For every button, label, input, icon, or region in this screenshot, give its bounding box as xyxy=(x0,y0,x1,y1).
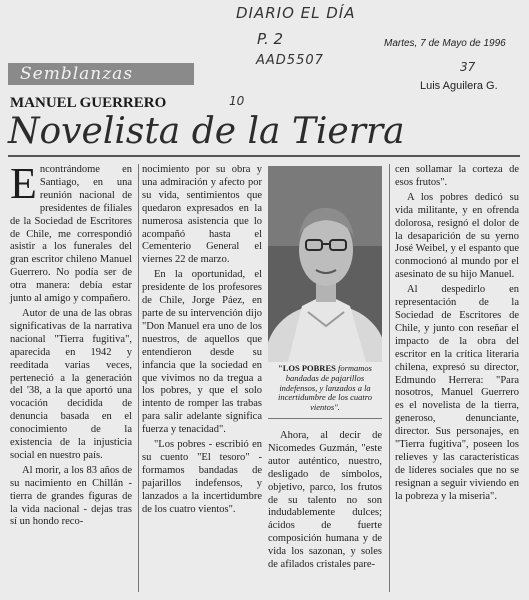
paragraph: En la oportunidad, el presidente de los profesores de Chile, Jorge Páez, en parte de su intervención dijo "Don Manuel era uno de los nuestros, de aquellos que entendieron desde su infancia que la sociedad en que vivimos no da tregua a los pobres, y que el solo intento de romper las trabas para salir adelante significa fuerza y tenacidad". xyxy=(142,269,262,436)
article-kicker: MANUEL GUERRERO xyxy=(10,95,167,111)
handwritten-mark-a: 37 xyxy=(460,60,476,74)
drop-cap: E xyxy=(10,159,37,208)
column-divider xyxy=(138,164,139,592)
handwritten-archive-code: AAD5507 xyxy=(256,53,324,68)
article-headline: Novelista de la Tierra xyxy=(8,111,405,152)
paragraph: A los pobres dedicó su vida militante, y en ofrenda dolorosa, resignó el dolor de la desaparición de su yerno José Weibel, y el espanto que conmocionó al mundo por el asesinato de su hijo Manuel. xyxy=(395,191,519,281)
paragraph: Autor de una de las obras significativas de la narrativa nacional "Tierra fugitiva", aparecida en 1942 y reeditada varias veces, perteneció a la generación del '38, a la que aportó una vocación decidida de denuncia basada en el conocimiento de la existencia de la injusticia social en nuestro país. xyxy=(10,307,132,461)
section-title: Semblanzas xyxy=(20,64,134,84)
paragraph: Al morir, a los 83 años de su nacimiento en Chillán - tierra de grandes figuras de la vida nacional - dejas tras sí un hondo reco- xyxy=(10,464,132,528)
article-column-2 xyxy=(142,164,262,518)
handwritten-page-note: P. 2 xyxy=(257,30,284,48)
caption-text: formamos bandadas de pajarillos indefensos, y lanzados a la incertidumbre de los cuatro vientos". xyxy=(277,363,373,413)
byline: Luis Aguilera G. xyxy=(420,80,498,92)
article-column-3 xyxy=(268,430,382,574)
handwritten-mark-b: 10 xyxy=(229,94,245,108)
paragraph: nocimiento por su obra y una admiración y afecto por su vida, sentimientos que quedaron expresados en la numerosa asistencia que lo acompañó hasta el Cementerio General el viernes 22 de marzo. xyxy=(142,164,262,266)
headline-rule xyxy=(8,155,520,157)
paragraph: "Los pobres - escribió en su cuento "El tesoro" - formamos bandadas de pajarillos indefensos, y lanzados a la incertidumbre de los cuatro vientos". xyxy=(142,439,262,515)
caption-rule xyxy=(268,418,382,419)
section-banner xyxy=(8,63,194,85)
paragraph: Al despedirlo en representación de la Sociedad de Escritores de Chile, y junto con reseñar el impacto de la obra del escritor en la crítica literaria chilena, expresó su director, Edmundo Herrera: "Para nosotros, Manuel Guerrero es el novelista de la tierra, generoso, denunciante, director. Sus personajes, en "Tierra fugitiva", poseen los relieves y las características de líderes sociales que no se resignan a seguir viviendo en la pobreza y la miseria". xyxy=(395,284,519,502)
portrait-illustration xyxy=(268,166,382,362)
author-portrait-photo xyxy=(268,166,382,362)
paragraph: Ahora, al decir de Nicomedes Guzmán, "este autor auténtico, nuestro, desligado de símbolos, objetivo, parco, los frutos de su talento no son indudablemente dulces; ácidos de fuerte composición humana y de vida los sazonan, y soles de afilados cristales pare- xyxy=(268,430,382,571)
column-divider xyxy=(389,164,390,592)
paragraph: cen sollamar la corteza de esos frutos". xyxy=(395,164,519,188)
handwritten-source-note: DIARIO EL DÍA xyxy=(236,4,356,22)
article-column-4 xyxy=(395,164,519,506)
photo-caption xyxy=(268,364,382,413)
article-column-1 xyxy=(10,159,132,531)
paragraph: Encontrándome en Santiago, en una reunión nacional de presidentes de filiales de la Sociedad de Escritores de Chile, me correspondió asistir a los funerales del gran escritor chileno Manuel Guerrero. No podía ser de otra manera: debía estar junto al amigo y compañero. xyxy=(10,159,132,305)
caption-lead: "LOS POBRES xyxy=(277,363,336,373)
publication-date: Martes, 7 de Mayo de 1996 xyxy=(384,38,506,49)
